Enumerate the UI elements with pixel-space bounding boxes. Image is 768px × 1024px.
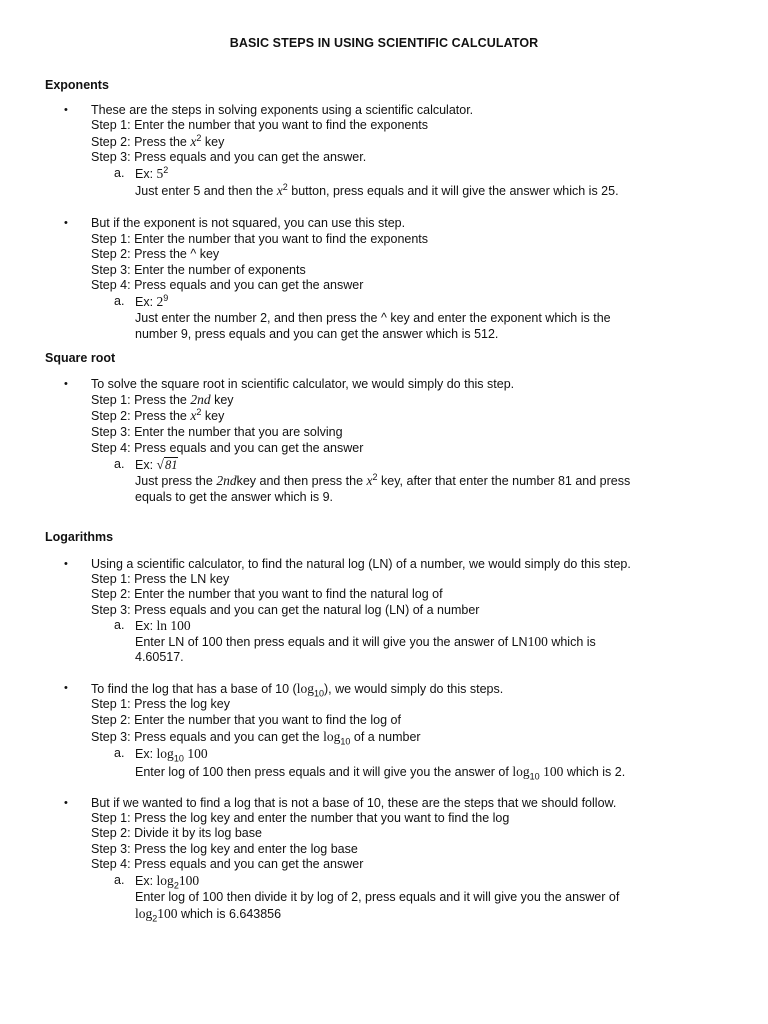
exponents-b2-step-2: Step 2: Press the ^ key: [91, 247, 220, 261]
logarithms-intro-3: But if we wanted to find a log that is not a base of 10, these are the steps that we should follow.: [91, 796, 617, 810]
example-marker: a.: [114, 294, 125, 308]
example-marker: a.: [114, 746, 125, 760]
section-heading-square-root: Square root: [45, 351, 116, 365]
logarithms-example-3: Ex: $\log_2100$: [135, 873, 200, 891]
logarithms-b3-step-4: Step 4: Press equals and you can get the answer: [91, 857, 364, 871]
square-root-step-2: Step 2: Press the $x^2$ key: [91, 406, 225, 423]
square-root-example: Ex: √81: [135, 457, 178, 472]
logarithms-step-2: Step 2: Enter the number that you want to find the natural log of: [91, 587, 443, 601]
exponents-b2-step-1: Step 1: Enter the number that you want to find the exponents: [91, 232, 429, 246]
square-root-step-1: Step 1: Press the 2nd key: [91, 392, 234, 407]
square-root-step-3: Step 3: Enter the number that you are solving: [91, 425, 343, 439]
section-heading-logarithms: Logarithms: [45, 530, 114, 544]
logarithms-example-3-desc-1: Enter log of 100 then divide it by log of 2, press equals and it will give you the answer of: [135, 890, 620, 904]
logarithms-example-1-desc-2: 4.60517.: [135, 650, 184, 664]
example-marker: a.: [114, 457, 125, 471]
math-x: x: [190, 134, 197, 149]
exponents-example-2: Ex: $2^9$: [135, 292, 169, 309]
square-root-example-desc-2: equals to get the answer which is 9.: [135, 490, 334, 504]
logarithms-b2-step-3: Step 3: Press equals and you can get the $\log_{10}$ of a number: [91, 729, 421, 747]
page-title: BASIC STEPS IN USING SCIENTIFIC CALCULATOR: [229, 36, 539, 50]
example-marker: a.: [114, 618, 125, 632]
logarithms-intro: Using a scientific calculator, to find the natural log (LN) of a number, we would simply do this step.: [91, 557, 631, 571]
section-heading-exponents: Exponents: [45, 78, 109, 92]
exponents-step-1: Step 1: Enter the number that you want to find the exponents: [91, 118, 429, 132]
exponents-step-3: Step 3: Press equals and you can get the answer.: [91, 150, 367, 164]
logarithms-example-3-desc-2: $\log_2100$ which is 6.643856: [135, 906, 282, 924]
exponents-b2-step-4: Step 4: Press equals and you can get the answer: [91, 278, 364, 292]
logarithms-example-1-desc-1: Enter LN of 100 then press equals and it will give you the answer of LN100 which is: [135, 634, 596, 649]
logarithms-b3-step-3: Step 3: Press the log key and enter the log base: [91, 842, 358, 856]
logarithms-b2-step-1: Step 1: Press the log key: [91, 697, 230, 711]
square-root-step-4: Step 4: Press equals and you can get the answer: [91, 441, 364, 455]
bullet-marker: •: [64, 378, 68, 390]
exponents-example-2-desc-2: number 9, press equals and you can get the answer which is 512.: [135, 327, 499, 341]
bullet-marker: •: [64, 797, 68, 809]
math-superscript: 2: [196, 132, 202, 143]
logarithms-b3-step-1: Step 1: Press the log key and enter the number that you want to find the log: [91, 811, 510, 825]
exponents-example-1-desc: Just enter 5 and then the $x^2$ button, press equals and it will give the answer which is 25.: [135, 181, 619, 198]
exponents-example-2-desc-1: Just enter the number 2, and then press the ^ key and enter the exponent which is the: [135, 311, 611, 325]
exponents-example-1: Ex: $5^2$: [135, 164, 169, 181]
square-root-intro: To solve the square root in scientific calculator, we would simply do this step.: [91, 377, 515, 391]
bullet-marker: •: [64, 682, 68, 694]
exponents-step-2: Step 2: Press the $x^2$ key: [91, 132, 225, 149]
bullet-marker: •: [64, 217, 68, 229]
logarithms-b3-step-2: Step 2: Divide it by its log base: [91, 826, 262, 840]
logarithms-b2-step-2: Step 2: Enter the number that you want to find the log of: [91, 713, 401, 727]
logarithms-example-2-desc: Enter log of 100 then press equals and it will give you the answer of $\log_{10} 100$ which is 2.: [135, 764, 626, 782]
logarithms-example-2: Ex: $\log_{10} 100$: [135, 746, 208, 764]
example-marker: a.: [114, 166, 125, 180]
exponents-intro: These are the steps in solving exponents using a scientific calculator.: [91, 103, 474, 117]
logarithms-intro-2: To find the log that has a base of 10 $(\log_{10})$, we would simply do this steps.: [91, 681, 504, 699]
exponents-intro-2: But if the exponent is not squared, you can use this step.: [91, 216, 406, 230]
logarithms-step-3: Step 3: Press equals and you can get the natural log (LN) of a number: [91, 603, 480, 617]
exponents-b2-step-3: Step 3: Enter the number of exponents: [91, 263, 306, 277]
bullet-marker: •: [64, 558, 68, 570]
logarithms-step-1: Step 1: Press the LN key: [91, 572, 230, 586]
bullet-marker: •: [64, 104, 68, 116]
logarithms-example-1: Ex: ln 100: [135, 618, 191, 633]
square-root-example-desc-1: Just press the 2ndkey and then press the $x^2$ key, after that enter the number 81 and press: [135, 471, 631, 488]
sqrt-symbol: √81: [156, 457, 178, 472]
example-marker: a.: [114, 873, 125, 887]
